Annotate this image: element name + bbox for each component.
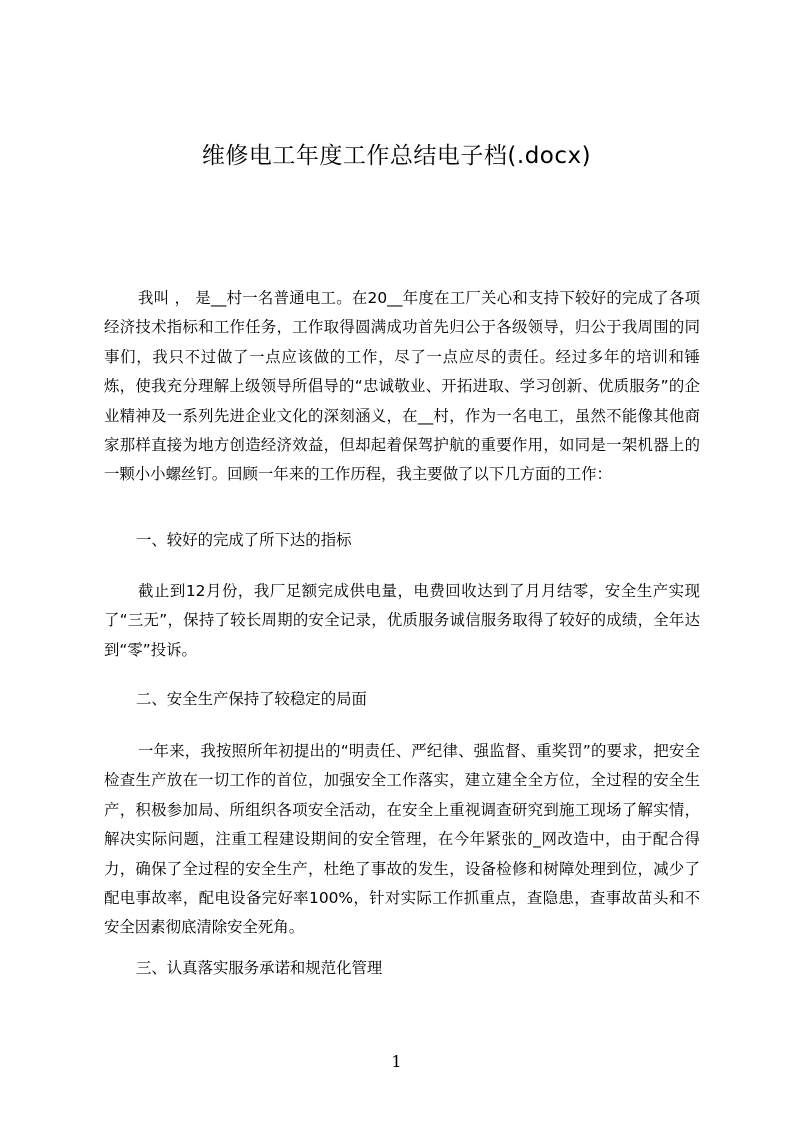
paragraph-targets: 截止到12月份，我厂足额完成供电量，电费回收达到了月月结零，安全生产实现了“三无”，保持了较长周期的安全记录，优质服务诚信服务取得了较好的成绩，全年达到“零”投诉。: [104, 582, 700, 659]
paragraph-safety: 一年来，我按照所年初提出的“明责任、严纪律、强监督、重奖罚”的要求，把安全检查生产放在一切工作的首位，加强安全工作落实，建立建全全方位，全过程的安全生产，积极参加局、所组织各项安全活动，在安全上重视调查研究到施工现场了解实情，解决实际问题，注重工程建设期间的安全管理，在今年紧张的_网改造中，由于配合得力，确保了全过程的安全生产，杜绝了事故的发生，设备检修和树障处理到位，减少了配电事故率，配电设备完好率100%，针对实际工作抓重点，查隐患，查事故苗头和不安全因素彻底清除安全死角。: [104, 742, 700, 937]
document-title: 维修电工年度工作总结电子档(.docx): [201, 143, 592, 169]
section-heading-3: 三、认真落实服务承诺和规范化管理: [136, 959, 383, 977]
section-heading-2: 二、安全生产保持了较稳定的局面: [136, 690, 367, 708]
page-number: 1: [391, 1052, 402, 1071]
section-heading-1: 一、较好的完成了所下达的指标: [136, 531, 352, 549]
paragraph-intro: 我叫 ， 是__村一名普通电工。在20__年度在工厂关心和支持下较好的完成了各项经济技术指标和工作任务，工作取得圆满成功首先归公于各级领导，归公于我周围的同事们，我只不过做了一点应该做的工作，尽了一点应尽的责任。经过多年的培训和锤炼，使我充分理解上级领导所倡导的“忠诚敬业、开拓进取、学习创新、优质服务”的企业精神及一系列先进企业文化的深刻涵义，在__村，作为一名电工，虽然不能像其他商家那样直接为地方创造经济效益，但却起着保驾护航的重要作用，如同是一架机器上的一颗小小螺丝钉。回顾一年来的工作历程，我主要做了以下几方面的工作：: [104, 289, 700, 484]
